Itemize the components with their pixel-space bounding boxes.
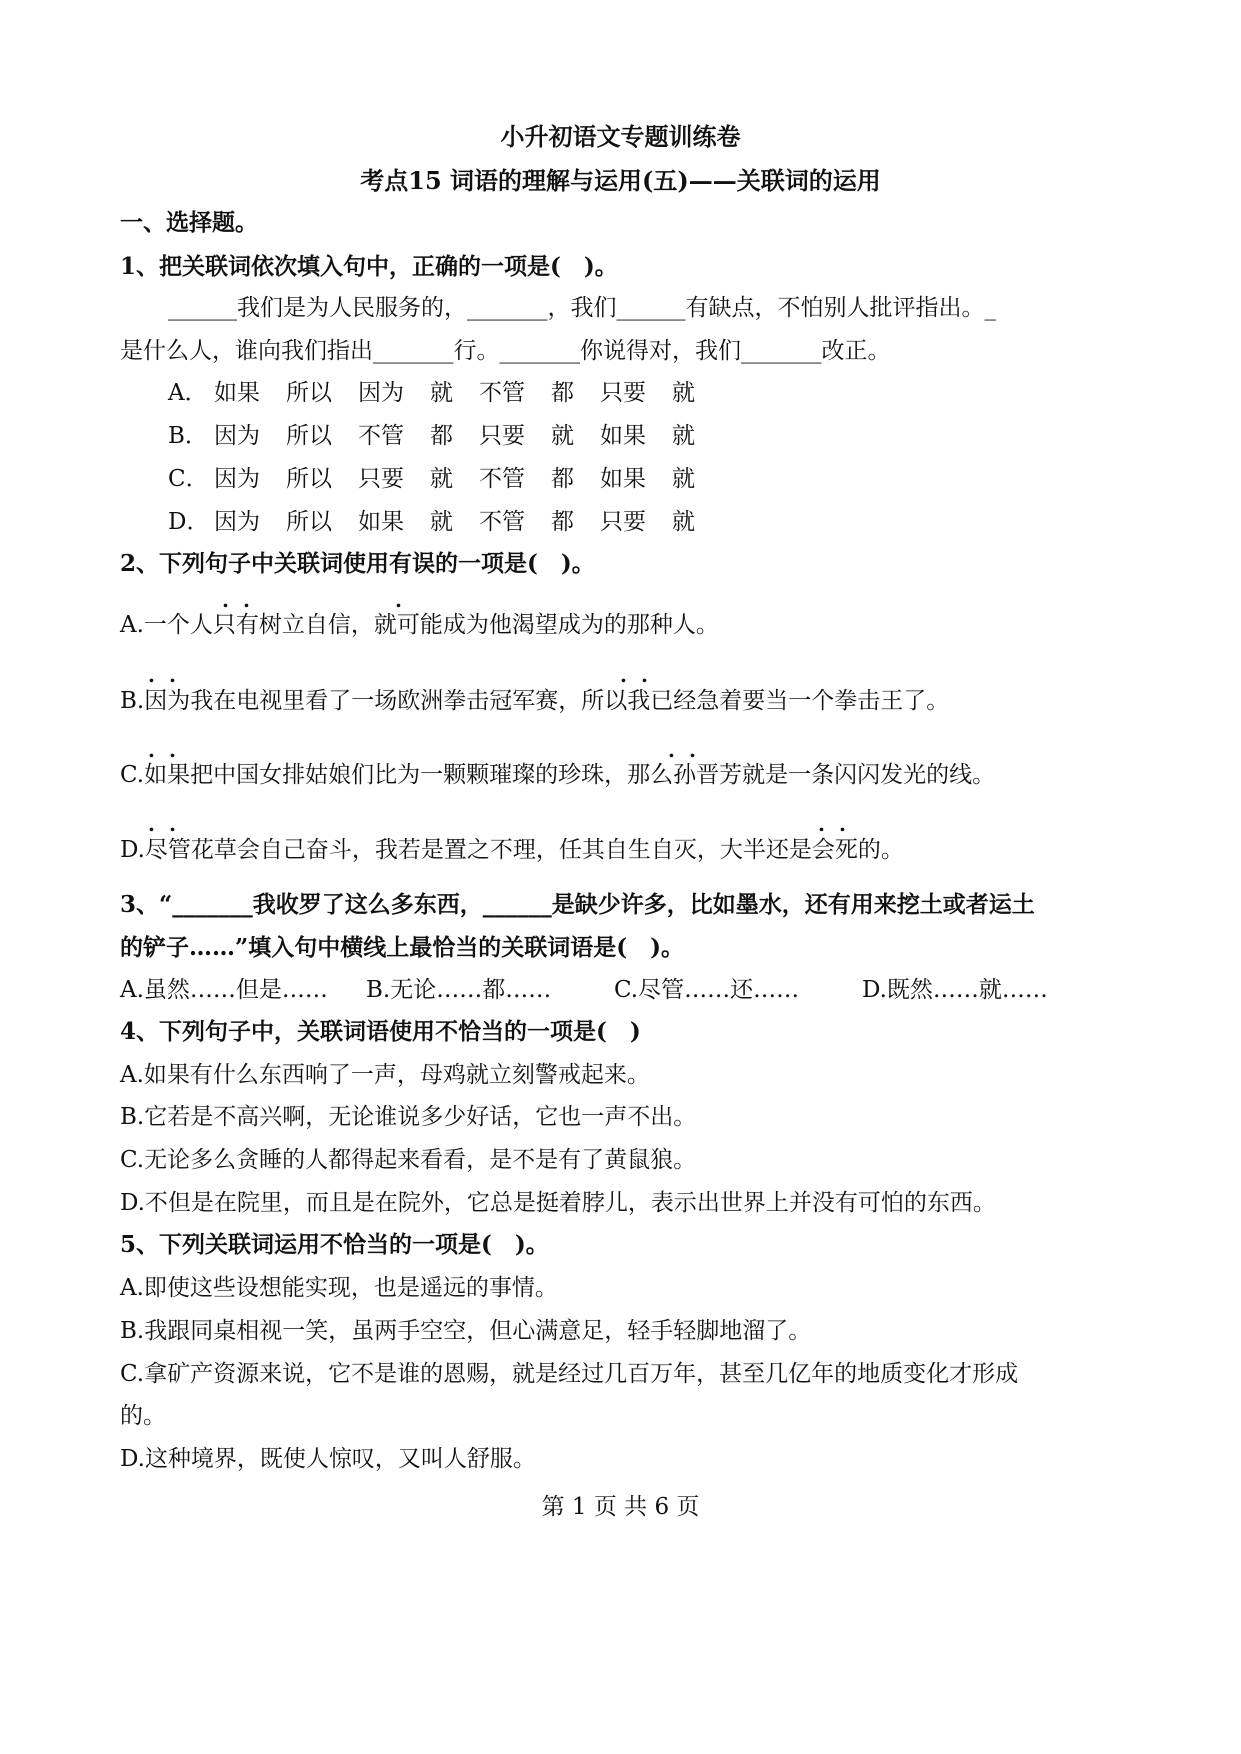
question-2-option-a: A.一个人只有树立自信，就可能成为他渴望成为的那种人。 xyxy=(120,612,719,638)
question-1-option-a: A． 如果 所以 因为 就 不管 都 只要 就 xyxy=(168,380,695,406)
emphasis-dots: .. xyxy=(148,812,190,836)
emphasis-dots: .. xyxy=(222,588,264,612)
question-4-option-c: C.无论多么贪睡的人都得起来看看，是不是有了黄鼠狼。 xyxy=(120,1147,697,1173)
question-3-stem-line1: 3、“_______我收罗了这么多东西，______是缺少许多，比如墨水，还有用来挖土或者运土 xyxy=(120,891,1035,918)
question-4-option-d: D.不但是在院里，而且是在院外，它总是挺着脖儿，表示出世界上并没有可怕的东西。 xyxy=(120,1190,996,1216)
emphasis-dots: .. xyxy=(148,663,190,687)
document-subtitle: 考点15 词语的理解与运用(五)——关联词的运用 xyxy=(360,166,881,195)
question-5-option-b: B.我跟同桌相视一笑，虽两手空空，但心满意足，轻手轻脚地溜了。 xyxy=(120,1318,812,1344)
question-2-stem: 2、下列句子中关联词使用有误的一项是( )。 xyxy=(120,550,595,577)
question-1-option-d: D． 因为 所以 如果 就 不管 都 只要 就 xyxy=(168,509,695,535)
question-3-options xyxy=(120,975,1048,1005)
question-3-option-d: D.既然……就…… xyxy=(862,977,1048,1003)
question-1-text-line1: ______我们是为人民服务的，_______，我们______有缺点，不怕别人批评指出。_ xyxy=(168,295,996,321)
section-heading: 一、选择题。 xyxy=(120,209,258,236)
emphasis-dots: .. xyxy=(668,738,710,762)
emphasis-dots: .. xyxy=(818,812,860,836)
emphasis-dots: .. xyxy=(620,663,662,687)
question-5-option-d: D.这种境界，既使人惊叹，又叫人舒服。 xyxy=(120,1446,536,1472)
question-1-option-b: B． 因为 所以 不管 都 只要 就 如果 就 xyxy=(168,423,695,449)
question-5-option-c-line1: C.拿矿产资源来说，它不是谁的恩赐，就是经过几百万年，甚至几亿年的地质变化才形成 xyxy=(120,1361,1019,1387)
page-footer: 第 1 页 共 6 页 xyxy=(541,1494,700,1520)
question-1-option-c: C． 因为 所以 只要 就 不管 都 如果 就 xyxy=(168,466,695,492)
question-4-option-b: B.它若是不高兴啊，无论谁说多少好话，它也一声不出。 xyxy=(120,1104,697,1130)
question-5-stem: 5、下列关联词运用不恰当的一项是( )。 xyxy=(120,1231,549,1258)
document-title: 小升初语文专题训练卷 xyxy=(500,122,741,151)
emphasis-dots: . xyxy=(395,588,416,612)
question-4-option-a: A.如果有什么东西响了一声，母鸡就立刻警戒起来。 xyxy=(120,1062,650,1088)
question-3-option-c: C.尽管……还…… xyxy=(614,977,800,1003)
question-1-stem: 1、把关联词依次填入句中，正确的一项是( )。 xyxy=(120,253,618,280)
question-4-stem: 4、下列句子中，关联词语使用不恰当的一项是( ) xyxy=(120,1018,641,1045)
question-3-option-a: A.虽然……但是…… xyxy=(120,977,328,1003)
question-5-option-c-line2: 的。 xyxy=(120,1403,166,1429)
question-3-option-b: B.无论……都…… xyxy=(366,977,552,1003)
question-2-option-d: D.尽管花草会自己奋斗，我若是置之不理，任其自生自灭，大半还是会死的。 xyxy=(120,837,904,863)
question-1-text-line2: 是什么人，谁向我们指出_______行。_______你说得对，我们_______改正。 xyxy=(120,338,891,364)
question-2-option-c: C.如果把中国女排姑娘们比为一颗颗璀璨的珍珠，那么孙晋芳就是一条闪闪发光的线。 xyxy=(120,762,996,788)
question-5-option-a: A.即使这些设想能实现，也是遥远的事情。 xyxy=(120,1275,558,1301)
emphasis-dots: .. xyxy=(148,738,190,762)
question-2-option-b: B.因为我在电视里看了一场欧洲拳击冠军赛，所以我已经急着要当一个拳击王了。 xyxy=(120,688,950,714)
question-3-stem-line2: 的铲子……”填入句中横线上最恰当的关联词语是( )。 xyxy=(120,934,684,961)
